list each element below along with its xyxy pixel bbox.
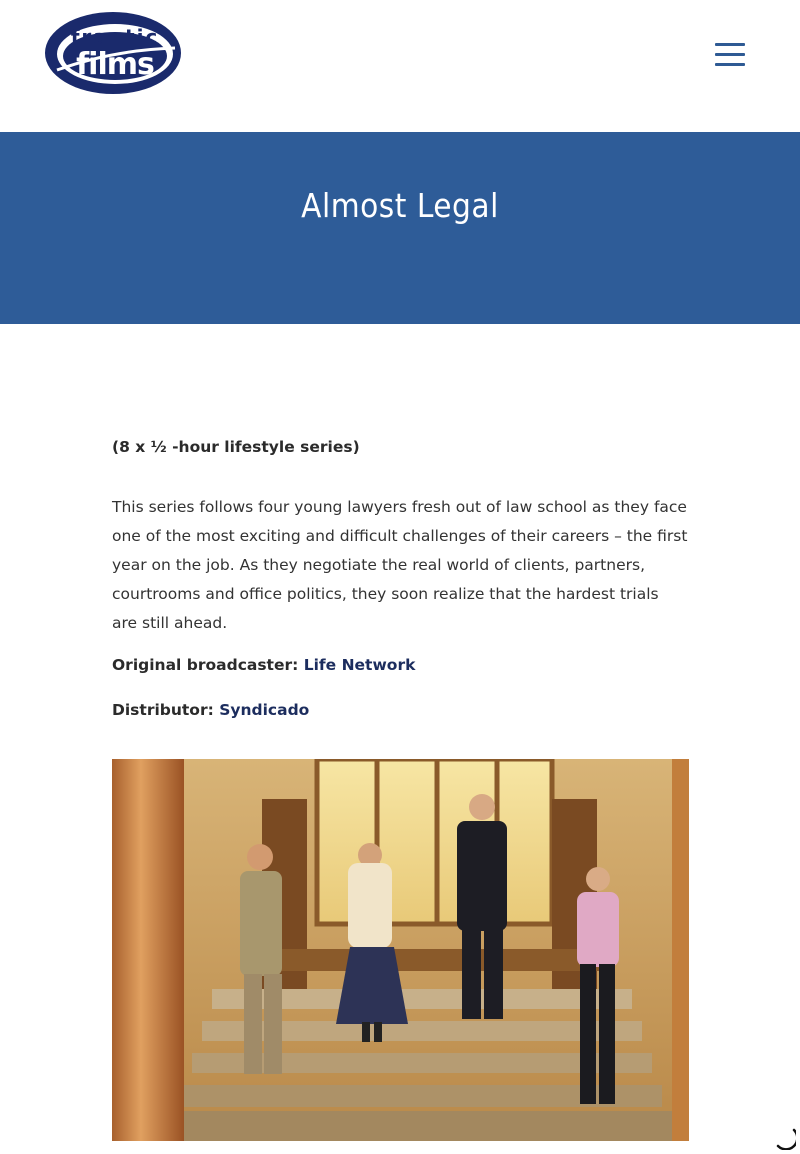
site-header [0,0,800,132]
svg-text:frantic: frantic [70,25,160,49]
broadcaster-link[interactable]: Life Network [303,656,416,674]
series-details [112,434,688,723]
frantic-films-logo[interactable] [43,10,183,96]
svg-text:films: films [76,47,154,82]
page-title: Almost Legal [301,186,499,225]
broadcaster-label: Original broadcaster: [112,656,299,674]
hamburger-menu-icon[interactable] [710,40,750,70]
distributor-label: Distributor: [112,701,214,719]
page-title-banner [0,132,800,324]
distributor-link[interactable]: Syndicado [219,701,310,719]
series-format: (8 x ½ -hour lifestyle series) [112,438,360,456]
loading-spinner-icon [772,1126,796,1150]
broadcaster-line [112,652,688,678]
distributor-line [112,697,688,723]
series-description: This series follows four young lawyers fresh out of law school as they face one of the most exciting and difficult challenges of their careers – the first year on the job. As they negotiate the real world of clients, partners, courtrooms and office politics, they soon realize that the hardest trials are still ahead. [112,498,688,632]
cast-photo [112,759,689,1141]
